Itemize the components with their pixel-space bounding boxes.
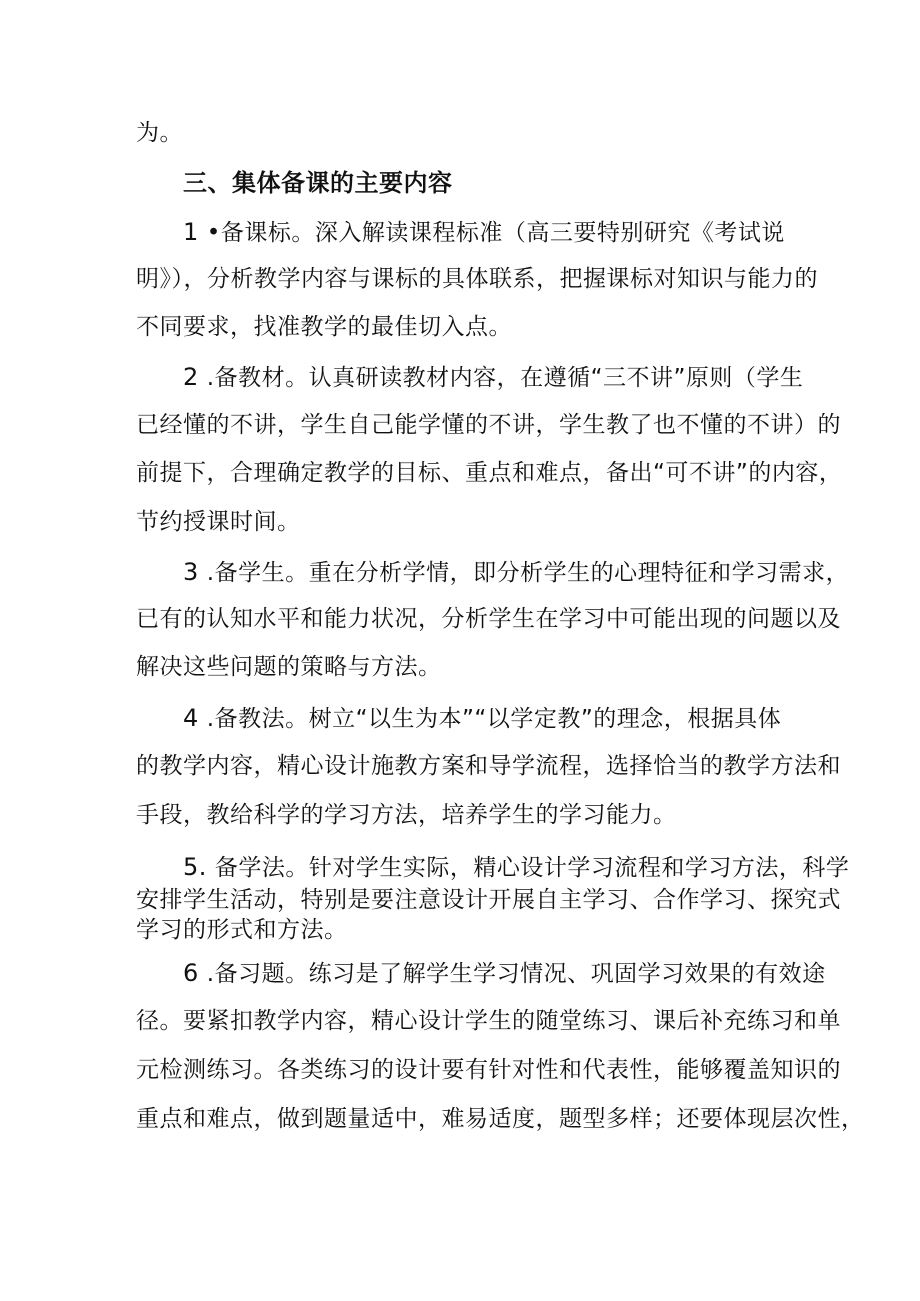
item-2-number: 2	[183, 363, 199, 391]
item-3-text: .备学生。重在分析学情，即分析学生的心理特征和学习需求，	[206, 560, 850, 586]
item-6-line-3: 元检测练习。各类练习的设计要有针对性和代表性，能够覆盖知识的	[136, 1057, 841, 1083]
item-5-number: 5.	[183, 853, 207, 881]
item-6-line-1	[183, 958, 826, 989]
item-6-line-4: 重点和难点，做到题量适中，难易适度，题型多样；还要体现层次性，	[136, 1106, 865, 1132]
item-1-number: 1	[183, 218, 199, 246]
item-1-text: •备课标。深入解读课程标准（高三要特别研究《考试说	[206, 220, 785, 246]
section-heading: 三、集体备课的主要内容	[183, 169, 453, 197]
item-4-line-1	[183, 703, 781, 734]
item-3-number: 3	[183, 558, 199, 586]
item-2-line-3: 前提下，合理确定教学的目标、重点和难点，备出“可不讲”的内容，	[136, 460, 843, 486]
intro-tail-text: 为。	[136, 120, 183, 146]
item-1-line-1	[183, 217, 785, 248]
item-3-line-3: 解决这些问题的策略与方法。	[136, 654, 442, 680]
item-1-line-2: 明》），分析教学内容与课标的具体联系，把握课标对知识与能力的	[136, 266, 818, 292]
item-5-text: 备学法。针对学生实际，精心设计学习流程和学习方法，科学	[214, 855, 850, 881]
item-5-line-2: 安排学生活动，特别是要注意设计开展自主学习、合作学习、探究式	[136, 887, 841, 913]
item-1-line-3: 不同要求，找准教学的最佳切入点。	[136, 314, 512, 340]
item-6-text: .备习题。练习是了解学生学习情况、巩固学习效果的有效途	[206, 961, 826, 987]
item-5-line-1	[183, 852, 849, 883]
item-2-text: .备教材。认真研读教材内容，在遵循“三不讲”原则（学生	[206, 365, 804, 391]
item-3-line-2: 已有的认知水平和能力状况，分析学生在学习中可能出现的问题以及	[136, 606, 841, 632]
item-2-line-1	[183, 362, 803, 393]
item-4-number: 4	[183, 704, 199, 732]
item-4-line-2: 的教学内容，精心设计施教方案和导学流程，选择恰当的教学方法和	[136, 753, 841, 779]
item-3-line-1	[183, 557, 849, 588]
item-4-line-3: 手段，教给科学的学习方法，培养学生的学习能力。	[136, 802, 677, 828]
item-2-line-2: 已经懂的不讲，学生自己能学懂的不讲，学生教了也不懂的不讲）的	[136, 412, 841, 438]
item-6-line-2: 径。要紧扣教学内容，精心设计学生的随堂练习、课后补充练习和单	[136, 1008, 841, 1034]
item-2-line-4: 节约授课时间。	[136, 509, 301, 535]
item-4-text: .备教法。树立“以生为本”“以学定教”的理念，根据具体	[206, 706, 782, 732]
item-5-line-3: 学习的形式和方法。	[136, 917, 348, 943]
item-6-number: 6	[183, 959, 199, 987]
